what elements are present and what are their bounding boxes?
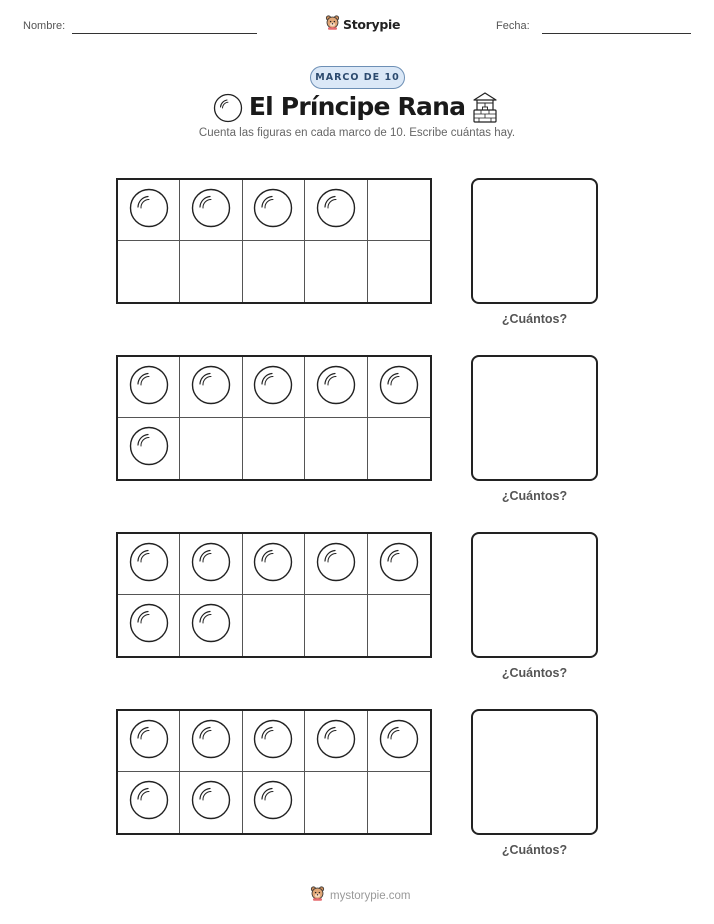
frame-cell bbox=[180, 772, 242, 833]
frame-cell bbox=[368, 180, 430, 241]
bubble-icon bbox=[253, 719, 293, 764]
bubble-icon bbox=[316, 188, 356, 233]
bear-mascot-icon bbox=[325, 14, 340, 35]
bubble-icon bbox=[191, 188, 231, 233]
frame-cell bbox=[180, 418, 242, 479]
date-label: Fecha: bbox=[496, 20, 530, 32]
frame-cell bbox=[243, 534, 305, 595]
frame-cell bbox=[368, 595, 430, 656]
frame-cell bbox=[305, 534, 367, 595]
instructions: Cuenta las figuras en cada marco de 10. Escribe cuántas hay. bbox=[198, 127, 516, 139]
frame-cell bbox=[118, 772, 180, 833]
bubble-icon bbox=[316, 365, 356, 410]
bubble-icon bbox=[129, 719, 169, 764]
answer-label: ¿Cuántos? bbox=[501, 312, 568, 326]
bubble-icon bbox=[191, 603, 231, 648]
date-line[interactable] bbox=[542, 33, 691, 34]
bubble-icon bbox=[316, 719, 356, 764]
ten-frame bbox=[116, 178, 432, 304]
frame-cell bbox=[243, 180, 305, 241]
frame-cell bbox=[368, 534, 430, 595]
answer-box[interactable] bbox=[471, 355, 598, 481]
ten-frame bbox=[116, 355, 432, 481]
frame-cell bbox=[180, 357, 242, 418]
frame-cell bbox=[243, 711, 305, 772]
frame-cell bbox=[118, 241, 180, 302]
frame-cell bbox=[118, 711, 180, 772]
bubble-icon bbox=[191, 365, 231, 410]
frame-cell bbox=[305, 241, 367, 302]
bubble-icon bbox=[129, 603, 169, 648]
frame-cell bbox=[305, 418, 367, 479]
answer-box[interactable] bbox=[471, 178, 598, 304]
bubble-icon bbox=[129, 542, 169, 587]
frame-cell bbox=[118, 418, 180, 479]
bubble-icon bbox=[129, 188, 169, 233]
frame-cell bbox=[180, 241, 242, 302]
frame-cell bbox=[243, 241, 305, 302]
bubble-icon bbox=[129, 780, 169, 825]
frame-cell bbox=[368, 241, 430, 302]
ten-frame bbox=[116, 709, 432, 835]
bubble-icon bbox=[129, 426, 169, 471]
frame-cell bbox=[243, 595, 305, 656]
frame-cell bbox=[118, 534, 180, 595]
answer-label: ¿Cuántos? bbox=[501, 489, 568, 503]
answer-label: ¿Cuántos? bbox=[501, 666, 568, 680]
answer-box[interactable] bbox=[471, 532, 598, 658]
page-title: El Príncipe Rana bbox=[248, 92, 466, 121]
footer bbox=[310, 885, 411, 906]
frame-cell bbox=[180, 711, 242, 772]
frame-cell bbox=[180, 595, 242, 656]
wishing-well-icon bbox=[470, 90, 500, 129]
frame-cell bbox=[305, 357, 367, 418]
frame-cell bbox=[305, 595, 367, 656]
frame-cell bbox=[118, 595, 180, 656]
answer-box[interactable] bbox=[471, 709, 598, 835]
bubble-icon bbox=[253, 780, 293, 825]
frame-cell bbox=[368, 418, 430, 479]
frame-cell bbox=[243, 418, 305, 479]
brand-name: Storypie bbox=[343, 17, 401, 32]
bubble-icon bbox=[379, 542, 419, 587]
ten-frame bbox=[116, 532, 432, 658]
bear-mascot-icon bbox=[310, 885, 325, 906]
bubble-icon bbox=[129, 365, 169, 410]
footer-url: mystorypie.com bbox=[330, 889, 411, 902]
name-line[interactable] bbox=[72, 33, 257, 34]
bubble-icon bbox=[253, 365, 293, 410]
bubble-icon bbox=[191, 719, 231, 764]
bubble-icon bbox=[191, 780, 231, 825]
frame-cell bbox=[305, 711, 367, 772]
bubble-icon bbox=[191, 542, 231, 587]
answer-label: ¿Cuántos? bbox=[501, 843, 568, 857]
name-label: Nombre: bbox=[23, 20, 66, 32]
frame-cell bbox=[243, 772, 305, 833]
frame-cell bbox=[305, 772, 367, 833]
bubble-icon bbox=[253, 188, 293, 233]
bubble-icon bbox=[253, 542, 293, 587]
bubble-icon bbox=[379, 365, 419, 410]
frame-cell bbox=[243, 357, 305, 418]
frame-cell bbox=[368, 357, 430, 418]
frame-cell bbox=[180, 180, 242, 241]
frame-cell bbox=[368, 711, 430, 772]
frame-cell bbox=[118, 357, 180, 418]
bubble-icon bbox=[316, 542, 356, 587]
frame-cell bbox=[118, 180, 180, 241]
activity-badge: MARCO DE 10 bbox=[310, 66, 405, 89]
frame-cell bbox=[368, 772, 430, 833]
frame-cell bbox=[180, 534, 242, 595]
frame-cell bbox=[305, 180, 367, 241]
bubble-icon bbox=[379, 719, 419, 764]
brand-logo bbox=[325, 14, 400, 35]
